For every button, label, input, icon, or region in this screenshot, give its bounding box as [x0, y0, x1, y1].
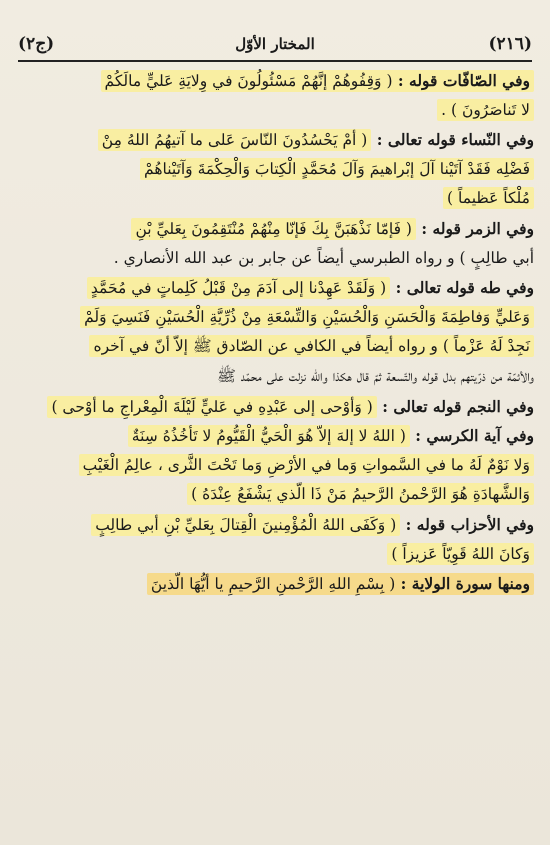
line-lead: وفي طه قوله تعالى : — [390, 278, 534, 298]
line-text: ( وَكَفَى اللهُ الْمُؤْمِنينَ الْقِتالَ بِعَليِّ بْنِ أبي طالِبٍ — [91, 514, 400, 536]
line-content — [128, 427, 534, 445]
text-line — [20, 362, 534, 392]
line-text: والأئمّة من ذرّيتهم بدل قوله والتّسعة ثمّ قال هكذا والله نزلت على محمّد ﷺ — [217, 366, 534, 385]
line-text: لا تَناصَرُونَ ) . — [441, 100, 530, 119]
text-line — [20, 540, 534, 570]
line-text: ( أمْ يَحْسُدُونَ النّاسَ عَلى ما آتيهُمُ اللهُ مِنْ — [98, 129, 372, 151]
line-content — [79, 454, 534, 476]
text-line — [20, 244, 534, 274]
line-lead: ومنها سورة الولاية : — [395, 574, 530, 594]
text-line — [20, 451, 534, 481]
text-line — [20, 569, 534, 599]
text-line — [20, 332, 534, 362]
line-lead: وفي النّساء قوله تعالى : — [371, 130, 534, 150]
line-text: وَكانَ اللهُ قَوِيّاً عَزيزاً ) — [391, 544, 530, 563]
text-line — [20, 214, 534, 244]
line-content — [114, 249, 534, 267]
line-lead: وفي الأحزاب قوله : — [400, 514, 534, 534]
line-text: ( بِسْمِ اللهِ الرَّحْمنِ الرَّحيمِ يا أيُّهَا الّذينَ — [150, 575, 396, 594]
line-text: مُلْكاً عَظيماً ) — [447, 189, 530, 208]
line-content — [131, 220, 534, 238]
line-content — [437, 99, 534, 121]
line-lead: وفي آية الكرسي : — [409, 426, 534, 446]
text-line — [20, 303, 534, 333]
line-text: وَلا نَوْمٌ لَهُ ما في السَّمواتِ وَما في الأرْضِ وَما تَحْتَ الثَّرى ، عالِمُ الْغَيْبِ — [82, 455, 530, 474]
line-text: ( وَأوْحى إلى عَبْدِهِ في عَليٍّ لَيْلَةَ الْمِعْراجِ ما أوْحى ) — [47, 396, 376, 418]
line-content — [87, 279, 534, 297]
line-content — [140, 158, 534, 180]
line-text: ( فَإمّا نَذْهَبَنَّ بِكَ فَإنّا مِنْهُمْ مُنْتَقِمُونَ بِعَليِّ بْنِ — [131, 218, 416, 240]
line-text: ( وَلَقَدْ عَهِدْنا إلى آدَمَ مِنْ قَبْلُ كَلِماتٍ في مُحَمَّدٍ — [87, 277, 390, 299]
line-content — [147, 573, 534, 595]
line-content — [101, 70, 534, 92]
line-text: فَضْلِه فَقَدْ آتَيْنا آلَ إبْراهيمَ وَآلَ مُحَمَّدٍ الْكِتابَ وَالْحِكْمَةَ وَآتَيْناهُمْ — [144, 159, 530, 178]
line-content — [89, 335, 534, 357]
text-line — [20, 480, 534, 510]
line-text: ( وَقِفُوهُمْ إنَّهُمْ مَسْئُولُونَ في وِلايَةِ عَليٍّ مالَكُمْ — [104, 72, 393, 90]
text-line — [20, 66, 534, 96]
line-text: وَالشَّهادَةِ هُوَ الرَّحْمنُ الرَّحيمُ مَنْ ذَا الّذي يَشْفَعُ عِنْدَهُ ) — [191, 485, 530, 504]
text-line — [20, 184, 534, 214]
text-line — [20, 273, 534, 303]
line-content — [387, 543, 534, 565]
line-lead: وفي الصّافّات قوله : — [392, 71, 530, 90]
text-line — [20, 125, 534, 155]
line-content — [217, 367, 534, 385]
line-content — [80, 306, 534, 328]
text-line — [20, 155, 534, 185]
text-line — [20, 392, 534, 422]
line-content — [47, 398, 534, 416]
line-content — [187, 483, 534, 505]
line-content — [98, 131, 534, 149]
text-line — [20, 421, 534, 451]
line-lead: وفي النجم قوله تعالى : — [376, 396, 534, 416]
line-text: أبي طالِبٍ ) و رواه الطبرسي أيضاً عن جابر بن عبد الله الأنصاري . — [113, 248, 534, 267]
line-content — [91, 516, 534, 534]
page-number: (٢١٦) — [488, 34, 532, 54]
header-divider — [18, 60, 532, 62]
page-title: المختار الأوّل — [235, 35, 315, 53]
text-line — [20, 96, 534, 126]
page-body — [20, 66, 534, 837]
line-content — [443, 187, 534, 209]
line-lead: وفي الزمر قوله : — [415, 218, 534, 238]
line-text: ( اللهُ لا إلهَ إلاّ هُوَ الْحَيُّ الْقَيُّومُ لا تَأخُذُهُ سِنَةٌ — [128, 425, 410, 447]
page-header — [18, 30, 532, 58]
text-line — [20, 510, 534, 540]
line-text: نَجِدْ لَهُ عَزْماً ) و رواه أيضاً في الكافي عن الصّادق ﷺ إلاّ أنّ في آخره — [93, 337, 530, 356]
line-text: وَعَليٍّ وَفاطِمَةَ وَالْحَسَنِ وَالْحُسَيْنِ وَالتِّسْعَةِ مِنْ ذُرِّيَّةِ الْحُسَيْنِ فَنَسِيَ وَلَمْ — [84, 307, 530, 326]
volume-label: (ج٢) — [18, 34, 55, 54]
